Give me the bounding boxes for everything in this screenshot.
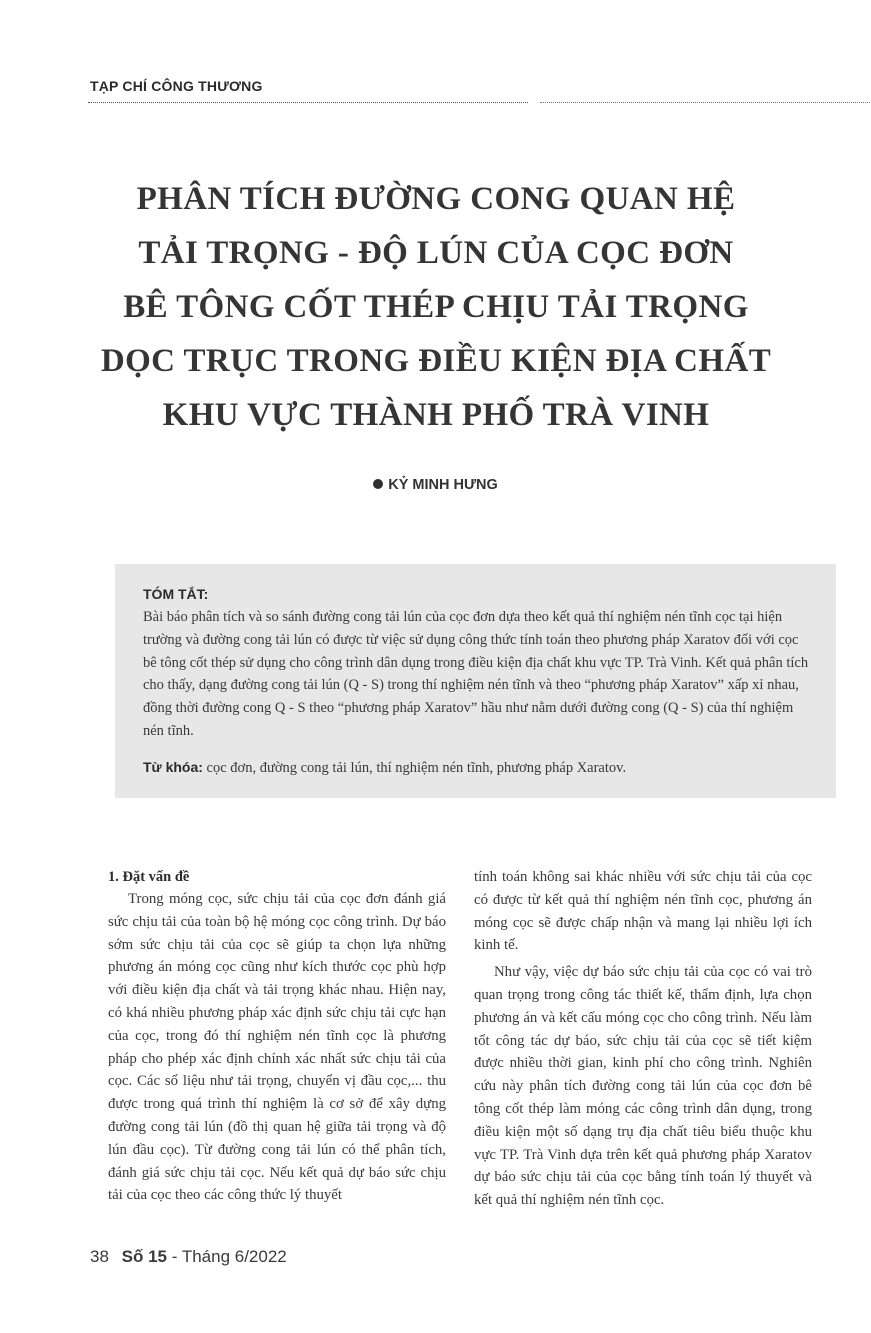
title-line: PHÂN TÍCH ĐƯỜNG CONG QUAN HỆ [136, 181, 736, 217]
page-footer [90, 1247, 287, 1267]
left-column [108, 866, 446, 1211]
title-line: TẢI TRỌNG - ĐỘ LÚN CỦA CỌC ĐƠN [138, 235, 734, 271]
section-heading: 1. Đặt vấn đề [108, 869, 190, 885]
paragraph: tính toán không sai khác nhiều với sức chịu tải của cọc có được từ kết quả thí nghiệm nén tĩnh cọc, phương án móng cọc sẽ được chấp nhận và mang lại nhiều lợi ích kinh tế. [474, 869, 812, 954]
title-line: BÊ TÔNG CỐT THÉP CHỊU TẢI TRỌNG [123, 289, 749, 325]
abstract-keywords [143, 756, 811, 779]
abstract-body: Bài báo phân tích và so sánh đường cong tải lún của cọc đơn dựa theo kết quả thí nghiệm nén tĩnh cọc tại hiện trường và đường cong tải lún có được từ việc sử dụng công thức tính toán theo phương pháp Xaratov đối với cọc bê tông cốt thép sử dụng cho công trình dân dụng trong điều kiện địa chất khu vực TP. Trà Vinh. Kết quả phân tích cho thấy, dạng đường cong tải lún (Q - S) trong thí nghiệm nén tĩnh và theo “phương pháp Xaratov” xấp xỉ nhau, đồng thời đường cong Q - S theo “phương pháp Xaratov” hầu như nằm dưới đường cong (Q - S) của thí nghiệm nén tĩnh. [143, 609, 809, 739]
right-column [474, 866, 812, 1216]
paragraph: Trong móng cọc, sức chịu tải của cọc đơn đánh giá sức chịu tải của toàn bộ hệ móng cọc công trình. Dự báo sớm sức chịu tải của cọc sẽ giúp ta chọn lựa những phương án móng cọc cũng như kích thước cọc phù hợp với điều kiện địa chất và tải trọng khác nhau. Hiện nay, có khá nhiều phương pháp xác định sức chịu tải cực hạn của cọc, trong đó thí nghiệm nén tĩnh cọc là phương pháp cho phép xác định chính xác nhất sức chịu tải của cọc. Các số liệu như tải trọng, chuyển vị đầu cọc,... thu được trong quá trình thí nghiệm là cơ sở để xây dựng đường cong tải lún (đồ thị quan hệ giữa tải trọng và độ lún đầu cọc). Từ đường cong tải lún có thể phân tích, đánh giá sức chịu tải cọc. Nếu kết quả dự báo sức chịu tải của cọc theo các công thức lý thuyết [108, 891, 446, 1204]
bullet-icon [373, 479, 383, 489]
page-number: 38 [90, 1247, 109, 1266]
title-line: KHU VỰC THÀNH PHỐ TRÀ VINH [162, 397, 710, 433]
paragraph: Như vậy, việc dự báo sức chịu tải của cọc có vai trò quan trọng trong công tác thiết kế, thẩm định, lựa chọn phương án và kết cấu móng cọc cho công trình. Nếu làm tốt công tác dự báo, sức chịu tải của cọc sẽ tiết kiệm được nhiều thời gian, kinh phí cho công trình. Nghiên cứu này phân tích đường cong tải lún của cọc đơn bê tông cốt thép làm móng các công trình dân dụng, trong điều kiện một số dạng trụ địa chất tiêu biểu thuộc khu vực TP. Trà Vinh dựa trên kết quả phương pháp Xaratov dự báo sức chịu tải của cọc bằng tính toán lý thuyết và kết quả thí nghiệm nén tĩnh cọc. [474, 964, 812, 1209]
keywords-label: Từ khóa: [143, 759, 203, 775]
keywords-text: cọc đơn, đường cong tải lún, thí nghiệm nén tĩnh, phương pháp Xaratov. [202, 760, 627, 776]
author-name: KỶ MINH HƯNG [388, 477, 498, 493]
title-line: DỌC TRỤC TRONG ĐIỀU KIỆN ĐỊA CHẤT [100, 343, 772, 379]
header-rule-right [540, 102, 870, 103]
issue-date: - Tháng 6/2022 [167, 1247, 287, 1266]
journal-running-head: TẠP CHÍ CÔNG THƯƠNG [90, 78, 263, 94]
abstract-heading: TÓM TẮT: [143, 586, 209, 602]
header-rule [88, 102, 528, 103]
issue-number: Số 15 [121, 1247, 168, 1266]
article-title [60, 172, 812, 442]
author-line [0, 477, 871, 493]
